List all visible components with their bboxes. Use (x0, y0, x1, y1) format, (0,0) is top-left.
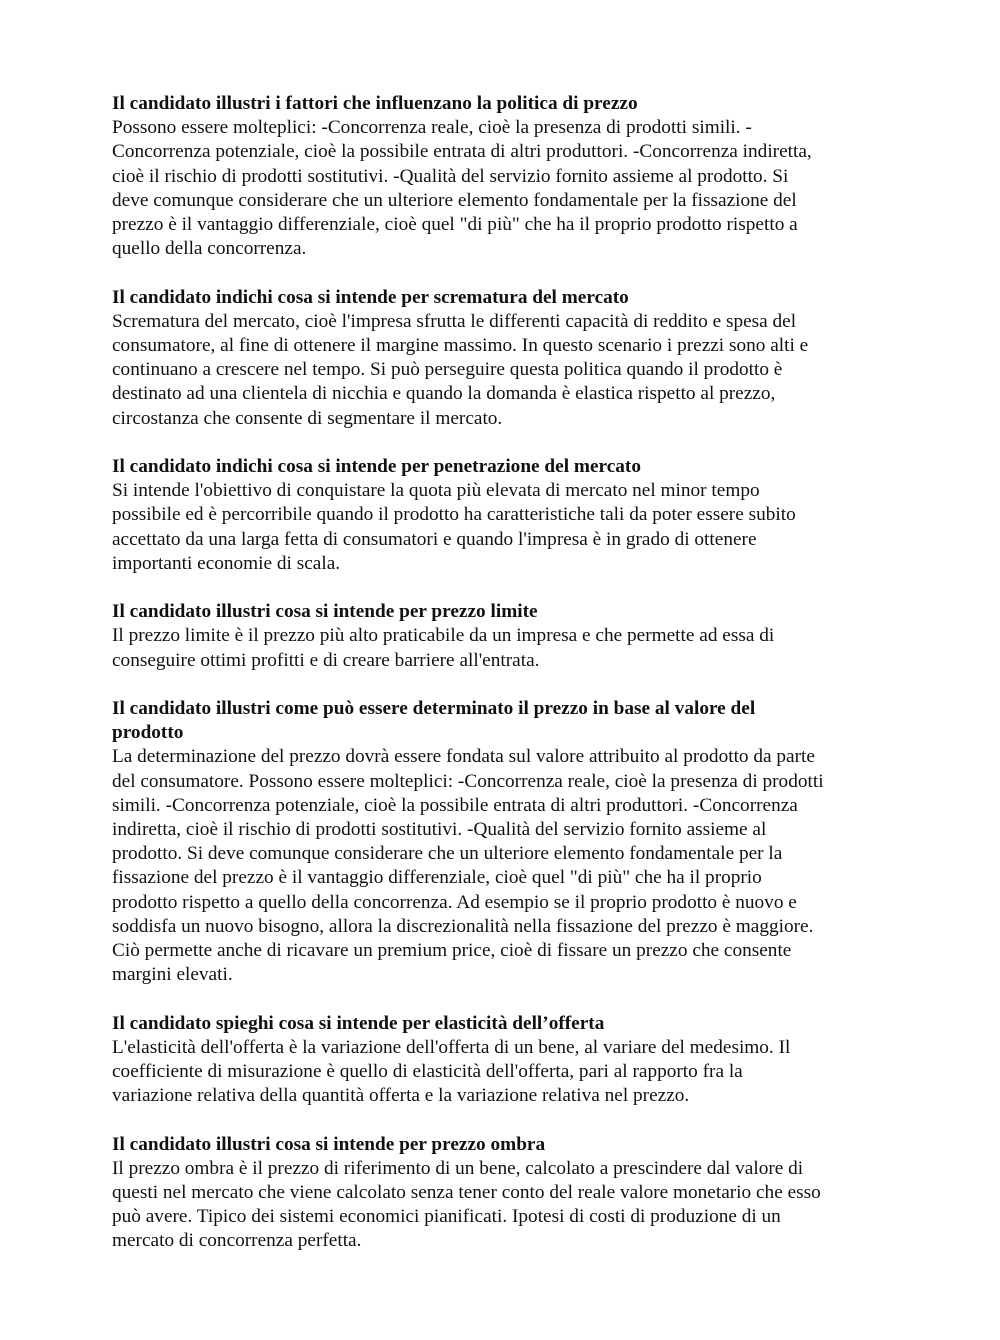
answer-text: La determinazione del prezzo dovrà essere fondata sul valore attribuito al prodotto da parte del consumatore. Possono essere molteplici: -Concorrenza reale, cioè la presenza di prodotti simili. -Concorrenza potenziale, cioè la possibile entrata di altri produttori. -Concorrenza indiretta, cioè il rischio di prodotti sostitutivi. -Qualità del servizio fornito assieme al prodotto. Si deve comunque considerare che un ulteriore elemento fondamentale per la fissazione del prezzo è il vantaggio differenziale, cioè quel "di più" che ha il proprio prodotto rispetto a quello della concorrenza. Ad esempio se il proprio prodotto è nuovo e soddisfa un nuovo bisogno, allora la discrezionalità nella fissazione del prezzo è maggiore. Ciò permette anche di ricavare un premium price, cioè di fissare un prezzo che consente margini elevati. (112, 746, 824, 986)
qa-section-shadow-price (112, 1133, 892, 1254)
answer-text: L'elasticità dell'offerta è la variazione dell'offerta di un bene, al variare del medesimo. Il coefficiente di misurazione è quello di elasticità dell'offerta, pari al rapporto fra la variazione relativa della quantità offerta e la variazione relativa nel prezzo. (112, 1036, 791, 1107)
question-heading: Il candidato illustri i fattori che influenzano la politica di prezzo (112, 93, 638, 114)
question-heading: Il candidato illustri cosa si intende per prezzo limite (112, 601, 538, 623)
qa-section-market-penetration (112, 455, 892, 576)
question-heading: Il candidato illustri cosa si intende per prezzo ombra (112, 1133, 546, 1155)
document-page (112, 92, 892, 1278)
question-heading: Il candidato indichi cosa si intende per penetrazione del mercato (112, 456, 641, 478)
question-heading: Il candidato illustri come può essere determinato il prezzo in base al valore del prodotto (112, 698, 756, 744)
qa-section-supply-elasticity (112, 1012, 892, 1109)
answer-text: Possono essere molteplici: -Concorrenza reale, cioè la presenza di prodotti simili. - Concorrenza potenziale, cioè la possibile entrata di altri produttori. -Concorrenza indiretta, cioè il rischio di prodotti sostitutivi. -Qualità del servizio fornito assieme al prodotto. Si deve comunque considerare che un ulteriore elemento fondamentale per la fissazione del prezzo è il vantaggio differenziale, cioè quel "di più" che ha il proprio prodotto rispetto a quello della concorrenza. (112, 117, 812, 260)
question-heading: Il candidato indichi cosa si intende per scrematura del mercato (112, 286, 629, 308)
answer-text: Il prezzo ombra è il prezzo di riferimento di un bene, calcolato a prescindere dal valore di questi nel mercato che viene calcolato senza tener conto del reale valore monetario che esso può avere. Tipico dei sistemi economici pianificati. Ipotesi di costi di produzione di un mercato di concorrenza perfetta. (112, 1157, 821, 1252)
answer-text: Scrematura del mercato, cioè l'impresa sfrutta le differenti capacità di reddito e spesa del consumatore, al fine di ottenere il margine massimo. In questo scenario i prezzi sono alti e continuano a crescere nel tempo. Si può perseguire questa politica quando il prodotto è destinato ad una clientela di nicchia e quando la domanda è elastica rispetto al prezzo, circostanza che consente di segmentare il mercato. (112, 310, 809, 429)
qa-section-value-based-price (112, 697, 892, 987)
qa-section-market-skimming (112, 286, 892, 431)
qa-section-limit-price (112, 600, 892, 673)
qa-section-price-factors (112, 92, 892, 261)
answer-text: Si intende l'obiettivo di conquistare la quota più elevata di mercato nel minor tempo possibile ed è percorribile quando il prodotto ha caratteristiche tali da poter essere subito accettato da una larga fetta di consumatori e quando l'impresa è in grado di ottenere importanti economie di scala. (112, 480, 796, 574)
question-heading: Il candidato spieghi cosa si intende per elasticità dell’offerta (112, 1012, 605, 1034)
answer-text: Il prezzo limite è il prezzo più alto praticabile da un impresa e che permette ad essa di conseguire ottimi profitti e di creare barriere all'entrata. (112, 625, 775, 671)
